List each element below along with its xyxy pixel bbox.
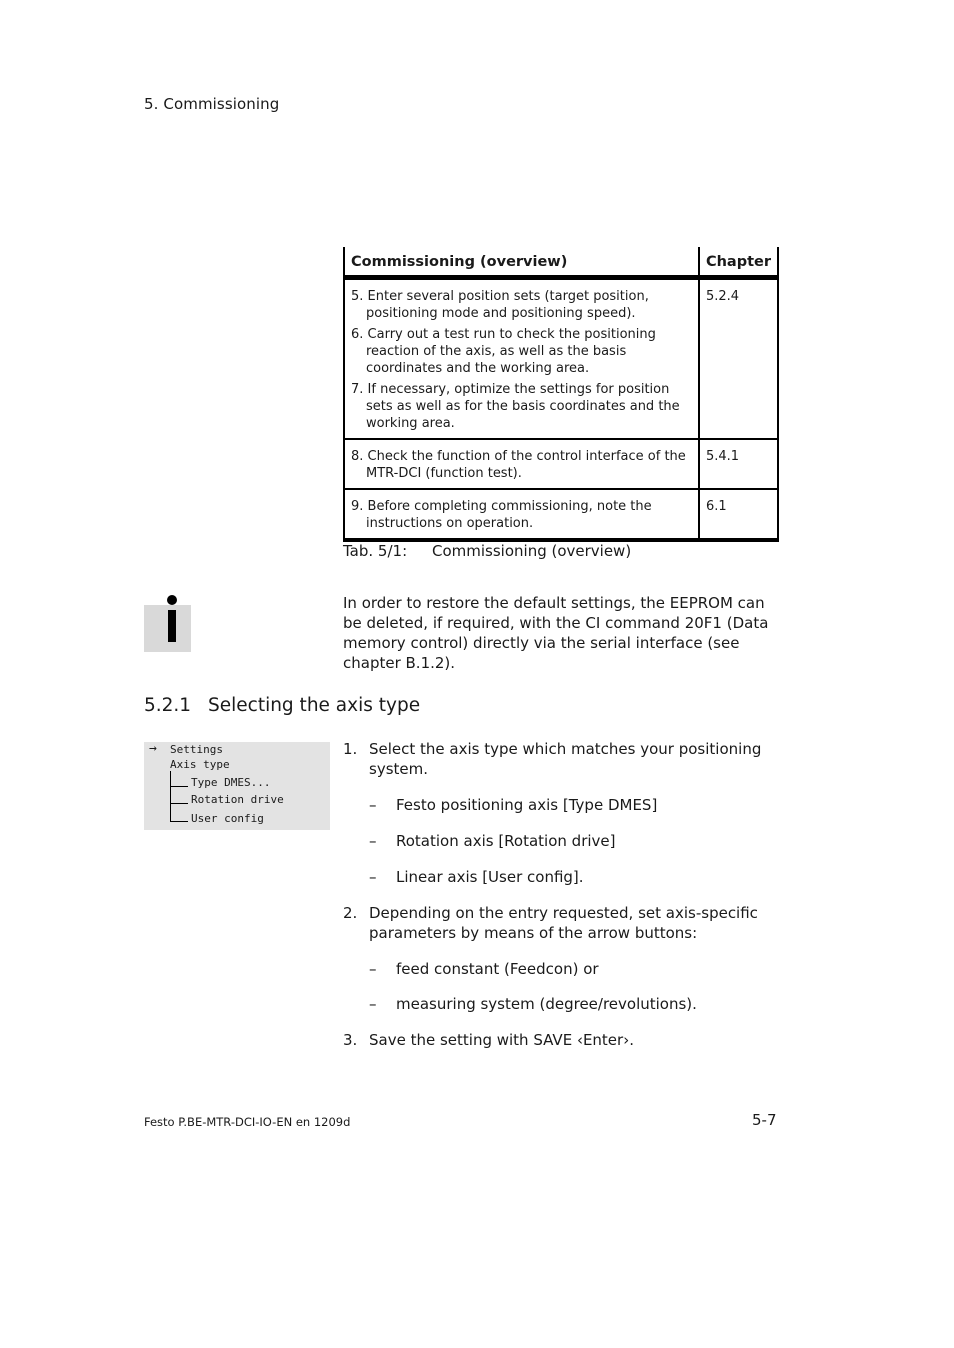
chapter-ref: 5.4.1 bbox=[699, 439, 778, 489]
table-row bbox=[344, 489, 778, 540]
menu-item-type-dmes: Type DMES... bbox=[191, 776, 271, 789]
list-item-text: Linear axis [User config]. bbox=[396, 868, 584, 886]
tree-branch bbox=[170, 803, 188, 804]
step-text: Save the setting with SAVE ‹Enter›. bbox=[369, 1031, 634, 1049]
step-number: 1. bbox=[343, 740, 358, 758]
tree-branch bbox=[170, 786, 188, 787]
step-text: Select the axis type which matches your positioning system. bbox=[369, 740, 762, 778]
tree-branch bbox=[170, 821, 188, 822]
step-text: Depending on the entry requested, set axis-specific parameters by means of the arrow buttons: bbox=[369, 904, 758, 942]
arrow-right-icon: → bbox=[149, 741, 157, 756]
table-header-chapter: Chapter bbox=[699, 247, 778, 278]
page-header: 5. Commissioning bbox=[144, 95, 280, 113]
step-6: 6. Carry out a test run to check the positioning reaction of the axis, as well as the basis coordinates and the working area. bbox=[351, 327, 656, 376]
section-heading bbox=[144, 695, 420, 716]
instruction-step-3 bbox=[343, 1030, 783, 1052]
commissioning-overview-table bbox=[343, 247, 779, 542]
menu-item-rotation-drive: Rotation drive bbox=[191, 793, 284, 806]
footer-document-id: Festo P.BE-MTR-DCI-IO-EN en 1209d bbox=[144, 1115, 351, 1129]
dash: – bbox=[369, 995, 377, 1013]
step-number: 3. bbox=[343, 1031, 358, 1049]
instruction-step-1 bbox=[343, 739, 783, 781]
list-item-text: Rotation axis [Rotation drive] bbox=[396, 832, 616, 850]
info-note: In order to restore the default settings, the EEPROM can be deleted, if required, with the CI command 20F1 (Data memory control) directly via the serial interface (see chapter B.1.2). bbox=[343, 594, 769, 672]
table-row bbox=[344, 439, 778, 489]
step-8: 8. Check the function of the control interface of the MTR-DCI (function test). bbox=[351, 449, 686, 481]
table-header-overview: Commissioning (overview) bbox=[344, 247, 699, 278]
table-caption bbox=[343, 542, 631, 560]
step-5: 5. Enter several position sets (target position, positioning mode and positioning speed). bbox=[351, 289, 649, 321]
table-row bbox=[344, 278, 778, 440]
list-item-text: feed constant (Feedcon) or bbox=[396, 960, 599, 978]
step-9: 9. Before completing commissioning, note the instructions on operation. bbox=[351, 499, 652, 531]
chapter-ref: 5.2.4 bbox=[699, 278, 778, 440]
page-number: 5-7 bbox=[752, 1111, 777, 1129]
display-menu bbox=[144, 742, 330, 830]
step-7: 7. If necessary, optimize the settings for position sets as well as for the basis coordinates and the working area. bbox=[351, 382, 680, 431]
step-number: 2. bbox=[343, 904, 358, 922]
dash: – bbox=[369, 832, 377, 850]
dash: – bbox=[369, 868, 377, 886]
instruction-step-2 bbox=[343, 903, 783, 945]
section-title: Selecting the axis type bbox=[208, 695, 421, 716]
chapter-ref: 6.1 bbox=[699, 489, 778, 540]
dash: – bbox=[369, 960, 377, 978]
menu-line-settings: Settings bbox=[170, 743, 223, 756]
menu-item-user-config: User config bbox=[191, 812, 264, 825]
caption-text: Commissioning (overview) bbox=[432, 542, 632, 560]
list-item-text: Festo positioning axis [Type DMES] bbox=[396, 796, 658, 814]
dash: – bbox=[369, 796, 377, 814]
list-item-text: measuring system (degree/revolutions). bbox=[396, 995, 697, 1013]
menu-line-axis-type: Axis type bbox=[170, 758, 230, 771]
info-icon bbox=[144, 605, 191, 652]
tree-connector bbox=[170, 771, 171, 821]
section-number: 5.2.1 bbox=[144, 695, 192, 716]
caption-label: Tab. 5/1: bbox=[343, 542, 408, 560]
